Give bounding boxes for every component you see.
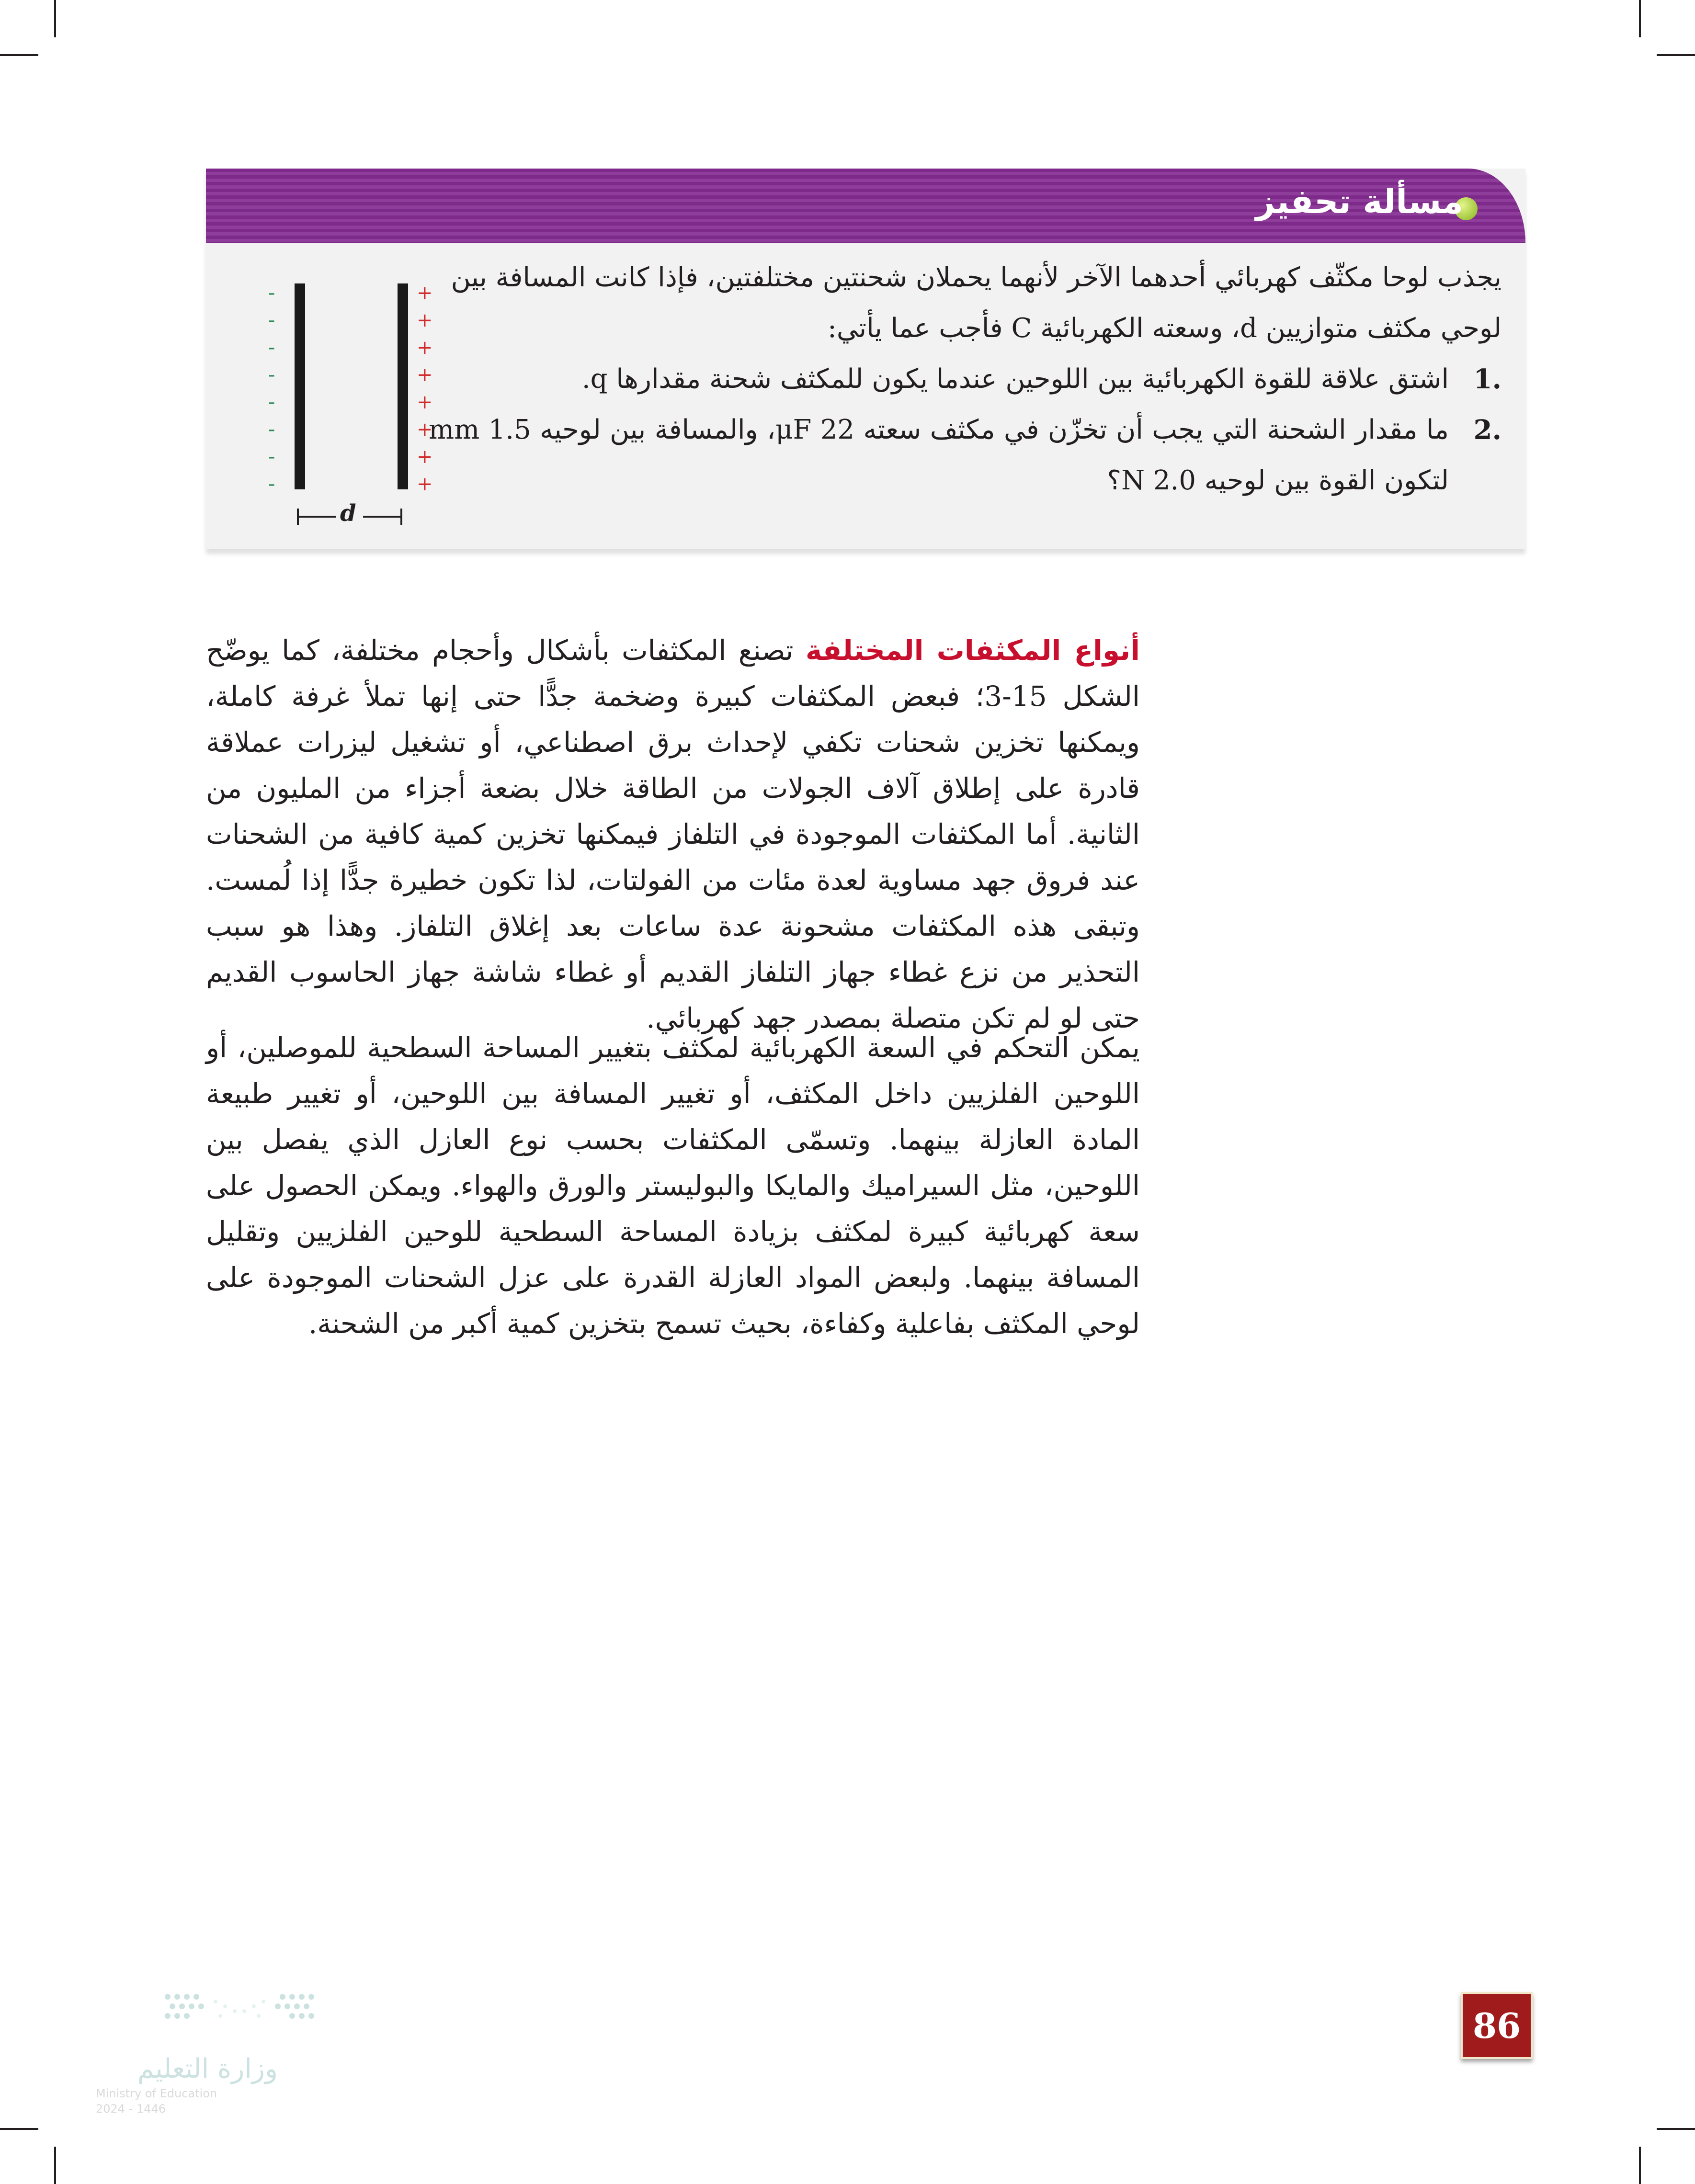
plus-sign: + [417,446,433,468]
challenge-text [429,252,1502,506]
challenge-intro-line2: لوحي مكثف متوازيين d، وسعته الكهربائية C فأجب عما يأتي: [828,313,1502,344]
paragraph-capacitor-types [206,627,1140,1041]
challenge-header [206,169,1525,243]
distance-label: d [340,500,356,527]
positive-plate [398,283,408,489]
page-number-box [1461,1992,1533,2059]
minus-sign: - [268,446,275,468]
challenge-problem-box [206,169,1525,549]
section-heading: أنواع المكثفات المختلفة [805,634,1140,667]
paragraph-1-text: تصنع المكثفات بأشكال وأحجام مختلفة، كما يوضّح الشكل 15-3؛ فبعض المكثفات كبيرة وضخمة جدًّا حتى إنها تملأ غرفة كاملة، ويمكنها تخزين شحنات تكفي لإحداث برق اصطناعي، أو تشغيل ليزرات عملاقة قادرة على إطلاق آلاف الجولات من الطاقة خلال بضعة أجزاء من المليون من الثانية. أما المكثفات الموجودة في التلفاز فيمكنها تخزين كمية كافية من الشحنات عند فروق جهد مساوية لعدة مئات من الفولتات، لذا تكون خطيرة جدًّا إذا لُمست. وتبقى هذه المكثفات مشحونة عدة ساعات بعد إغلاق التلفاز. وهذا هو سبب التحذير من نزع غطاء جهاز التلفاز القديم أو غطاء شاشة جهاز الحاسوب القديم حتى لو لم تكن متصلة بمصدر جهد كهربائي. [206,634,1140,1034]
negative-plate [295,283,305,489]
question-1-text: اشتق علاقة للقوة الكهربائية بين اللوحين عندما يكون للمكثف شحنة مقدارها q. [581,363,1449,395]
plus-sign: + [417,364,433,386]
minus-sign: - [268,309,275,331]
crop-mark [0,2128,38,2130]
challenge-title: مسألة تحفيز [1255,182,1463,221]
dimension-tick-right [400,509,402,525]
minus-sign: - [268,337,275,359]
question-1 [429,354,1502,405]
minus-sign: - [268,364,275,386]
crop-mark [1639,2147,1641,2184]
crop-mark [54,0,56,37]
paragraph-2-text: يمكن التحكم في السعة الكهربائية لمكثف بتغيير المساحة السطحية للموصلين، أو اللوحين الفلزيين داخل المكثف، أو تغيير المسافة بين اللوحين، أو تغيير طبيعة المادة العازلة بينهما. وتسمّى المكثفات بحسب نوع العازل الذي يفصل بين اللوحين، مثل السيراميك والمايكا والبوليستر والورق والهواء. ويمكن الحصول على سعة كهربائية كبيرة لمكثف بزيادة المساحة السطحية للوحين الفلزيين وتقليل المسافة بينهما. ولبعض المواد العازلة القدرة على عزل الشحنات الموجودة على لوحي المكثف بفاعلية وكفاءة، بحيث تسمح بتخزين كمية أكبر من الشحنة. [206,1031,1140,1340]
minus-sign: - [268,391,275,413]
plus-sign: + [417,337,433,359]
challenge-intro-line1: يجذب لوحا مكثّف كهربائي أحدهما الآخر لأنهما يحملان شحنتين مختلفتين، فإذا كانت المسافة بين [451,262,1502,293]
question-1-number: 1. [1473,363,1502,395]
plus-sign: + [417,391,433,413]
dimension-tick-left [297,509,299,525]
logo-years: 2024 - 1446 [96,2102,166,2116]
logo-dots-icon [163,1987,321,2045]
crop-mark [1657,54,1695,56]
question-2 [429,405,1502,506]
crop-mark [54,2147,56,2184]
minus-sign: - [268,282,275,304]
dimension-line-left [297,516,336,518]
dimension-line-right [363,516,402,518]
paragraph-capacitance-control [206,1025,1140,1347]
plus-sign: + [417,419,433,441]
plus-sign: + [417,282,433,304]
question-2-text: ما مقدار الشحنة التي يجب أن تخزّن في مكثف سعته 22 μF، والمسافة بين لوحيه 1.5 mm لتكون القوة بين لوحيه 2.0 N؟ [429,414,1449,496]
logo-text: وزارة التعليم [137,2053,278,2084]
plus-sign: + [417,473,433,495]
logo-subtext: Ministry of Education [96,2087,217,2100]
crop-mark [1639,0,1641,37]
capacitor-diagram [254,274,445,552]
question-2-number: 2. [1473,414,1502,446]
plus-sign: + [417,309,433,331]
ministry-logo [91,1987,321,2131]
minus-sign: - [268,473,275,495]
crop-mark [1657,2128,1695,2130]
minus-sign: - [268,419,275,441]
crop-mark [0,54,38,56]
page-number: 86 [1472,2005,1521,2046]
